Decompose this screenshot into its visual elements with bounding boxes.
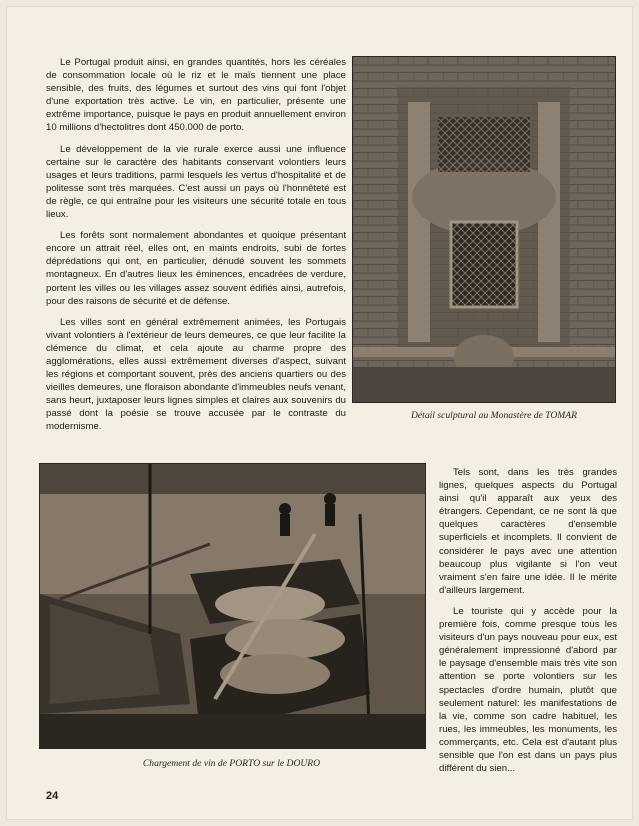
paragraph: Le développement de la vie rurale exerce aussi une influence certaine sur le caractère des habitants conservant volontiers leurs usages et leurs traditions, parmi lesquels les vertus d'hospitalité et de politesse sont très marquées. C'est aussi un pays où l'honnêteté est de règle, ce qui entraîne pour les visiteurs une sécurité totale en tous lieux. bbox=[46, 143, 346, 221]
paragraph: Tels sont, dans les très grandes lignes, quelques aspects du Portugal ainsi qu'il apparaît aux yeux des étrangers. Cependant, ce ne sont là que quelques caractères d'ensemble superficiels et incomplets. Il convient de considérer le pays avec une attention beaucoup plus vigilante si l'on veut vraiment s'en faire une idée. Il le mérite d'ailleurs largement. bbox=[439, 467, 617, 596]
paragraph: Le Portugal produit ainsi, en grandes quantités, hors les céréales de consommation locale où le riz et le maïs tiennent une place sensible, des fruits, des légumes et surtout des vins qui font l'objet d'une exportation très active. Le vin, en particulier, présente une extrême importance, puisque le pays en produit annuellement environ 10 millions d'hectolitres dont 450.000 de porto. bbox=[46, 57, 346, 134]
bottom-photo-caption: Chargement de vin de PORTO sur le DOURO bbox=[142, 758, 321, 769]
document-page bbox=[6, 6, 633, 820]
paragraph: Les forêts sont normalement abondantes et quoique présentant encore un attrait réel, elles ont, en maints endroits, subi de fortes déprédations qui ont, en particulier, dénudé souvent les sommets montagneux. En d'autres lieux les éminences, encadrées de verdure, portent les villes ou les villages assez souvent édifiés ainsi, autrefois, pour des raisons de sécurité et de défense. bbox=[46, 230, 346, 307]
left-text-column bbox=[46, 56, 346, 442]
paragraph: Les villes sont en général extrêmement animées, les Portugais vivant volontiers à l'extérieur de leurs demeures, ce que leur facilite la clémence du climat, et cela ajoute au charme propre des agglomérations, elles aussi extrêmement diverses d'aspect, suivant les régions et comportant souvent, près des anciens quartiers ou des vieilles demeures, une floraison abondante d'immeubles neufs venant, sans heurt, juxtaposer leurs lignes simples et claires aux souvenirs du passé dont la poésie se trouve accusée par le contraste du modernisme. bbox=[46, 316, 346, 433]
paragraph: Le touriste qui y accède pour la première fois, comme presque tous les visiteurs d'un pays nouveau pour eux, est généralement impressionné d'abord par le paysage d'ensemble mais très vite son attention se porte volontiers sur les spectacles d'ordre humain, plutôt que seulement naturel: les manifestations de la vie, comme son cadre habituel, les rues, les immeubles, les monuments, les commerçants, etc. Cela est d'autant plus sensible que l'on est dans un pays plus différent du sien... bbox=[439, 605, 617, 775]
page-number: 24 bbox=[46, 790, 59, 802]
douro-boats-photo bbox=[39, 463, 426, 749]
tomar-window-photo bbox=[352, 56, 616, 403]
top-photo-caption: Détail sculptural au Monastère de TOMAR bbox=[410, 410, 577, 421]
right-text-column bbox=[439, 466, 617, 783]
